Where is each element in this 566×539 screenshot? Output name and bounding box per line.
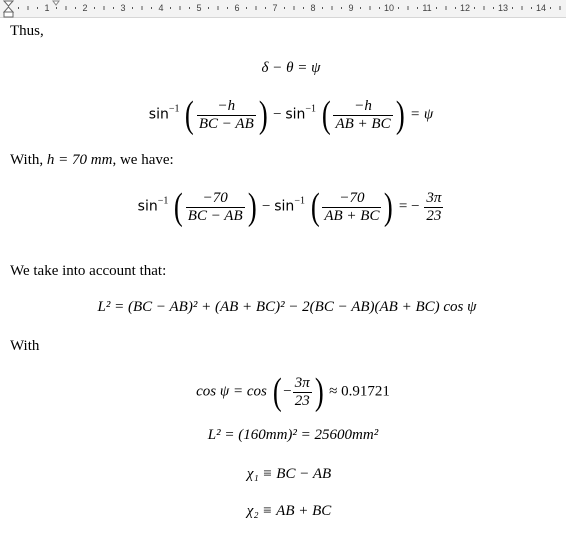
ruler-number: 1 bbox=[44, 3, 50, 13]
denominator: 23 bbox=[293, 392, 312, 410]
paragraph-take-into-account: We take into account that: bbox=[10, 263, 167, 279]
horizontal-ruler[interactable] bbox=[0, 0, 566, 18]
asin-label: sin bbox=[274, 198, 295, 215]
inverse-exponent: −1 bbox=[305, 103, 317, 115]
ruler-number: 4 bbox=[158, 3, 164, 13]
fraction-2 bbox=[333, 98, 392, 133]
document-page[interactable] bbox=[0, 18, 566, 539]
negative-sign: − bbox=[283, 383, 292, 400]
ruler-number: 13 bbox=[497, 3, 509, 13]
fraction-result bbox=[424, 190, 443, 225]
close-paren: ) bbox=[258, 94, 268, 136]
ruler-ticks bbox=[0, 0, 566, 17]
equation-l-squared: L² = (160mm)² = 25600mm² bbox=[207, 427, 379, 443]
asin-label: sin bbox=[148, 106, 169, 123]
ruler-number: 14 bbox=[535, 3, 547, 13]
with-prefix: With, bbox=[10, 152, 44, 168]
fraction-angle bbox=[293, 375, 312, 410]
ruler-number: 3 bbox=[120, 3, 126, 13]
asin-label: sin bbox=[285, 106, 306, 123]
denominator: BC − AB bbox=[187, 207, 243, 224]
paragraph-with-h bbox=[10, 152, 174, 169]
numerator: −h bbox=[354, 97, 372, 114]
open-paren: ( bbox=[321, 94, 331, 136]
fraction-1 bbox=[197, 98, 256, 133]
equation-asin-h bbox=[0, 96, 566, 134]
equation-asin-70 bbox=[0, 188, 566, 226]
approx-value: ≈ 0.91721 bbox=[329, 383, 390, 400]
ruler-number: 9 bbox=[348, 3, 354, 13]
denominator: AB + BC bbox=[335, 115, 391, 132]
numerator: −70 bbox=[202, 189, 228, 206]
ruler-number: 12 bbox=[459, 3, 471, 13]
cos-lhs: cos ψ = cos bbox=[196, 383, 267, 400]
equation-chi1: χ₁ ≡ BC − AB bbox=[246, 466, 332, 482]
close-paren: ) bbox=[384, 186, 394, 228]
indent-marker-icon[interactable] bbox=[3, 0, 15, 18]
ruler-number: 5 bbox=[196, 3, 202, 13]
ruler-number: 11 bbox=[422, 3, 432, 13]
denominator: BC − AB bbox=[198, 115, 254, 132]
ruler-number: 6 bbox=[234, 3, 240, 13]
denominator: 23 bbox=[424, 207, 443, 225]
open-paren: ( bbox=[174, 186, 183, 228]
h-value: h = 70 mm bbox=[46, 152, 113, 168]
fraction-1 bbox=[186, 190, 245, 225]
minus-sign: − bbox=[273, 106, 282, 123]
close-paren: ) bbox=[395, 94, 405, 136]
minus-sign: − bbox=[262, 198, 271, 215]
open-paren: ( bbox=[272, 371, 282, 413]
numerator: −70 bbox=[339, 189, 365, 206]
ruler-number: 10 bbox=[383, 3, 395, 13]
equation-chi2: χ₂ ≡ AB + BC bbox=[246, 503, 332, 519]
we-have-suffix: , we have: bbox=[112, 152, 174, 168]
equation-rhs: = ψ bbox=[410, 106, 434, 123]
close-paren: ) bbox=[314, 371, 324, 413]
numerator: 3π bbox=[426, 189, 442, 206]
equals-minus: = − bbox=[398, 198, 420, 215]
ruler-number: 2 bbox=[82, 3, 88, 13]
first-line-indent-icon[interactable] bbox=[52, 0, 60, 7]
paragraph-with: With bbox=[10, 338, 40, 354]
open-paren: ( bbox=[310, 186, 320, 228]
asin-label: sin bbox=[137, 198, 158, 215]
equation-angle-sum: δ − θ = ψ bbox=[261, 60, 321, 76]
ruler-number: 8 bbox=[310, 3, 316, 13]
equation-law-of-cosines: L² = (BC − AB)² + (AB + BC)² − 2(BC − AB)(AB + BC) cos ψ bbox=[97, 299, 477, 315]
ruler-number: 7 bbox=[272, 3, 278, 13]
open-paren: ( bbox=[185, 94, 194, 136]
denominator: AB + BC bbox=[324, 207, 380, 224]
equation-cos-psi bbox=[0, 373, 566, 411]
inverse-exponent: −1 bbox=[294, 195, 305, 207]
close-paren: ) bbox=[247, 186, 257, 228]
fraction-2 bbox=[322, 190, 381, 225]
numerator: −h bbox=[217, 97, 236, 114]
paragraph-thus: Thus, bbox=[10, 23, 44, 39]
inverse-exponent: −1 bbox=[157, 195, 169, 207]
inverse-exponent: −1 bbox=[168, 103, 180, 115]
numerator: 3π bbox=[294, 374, 310, 391]
